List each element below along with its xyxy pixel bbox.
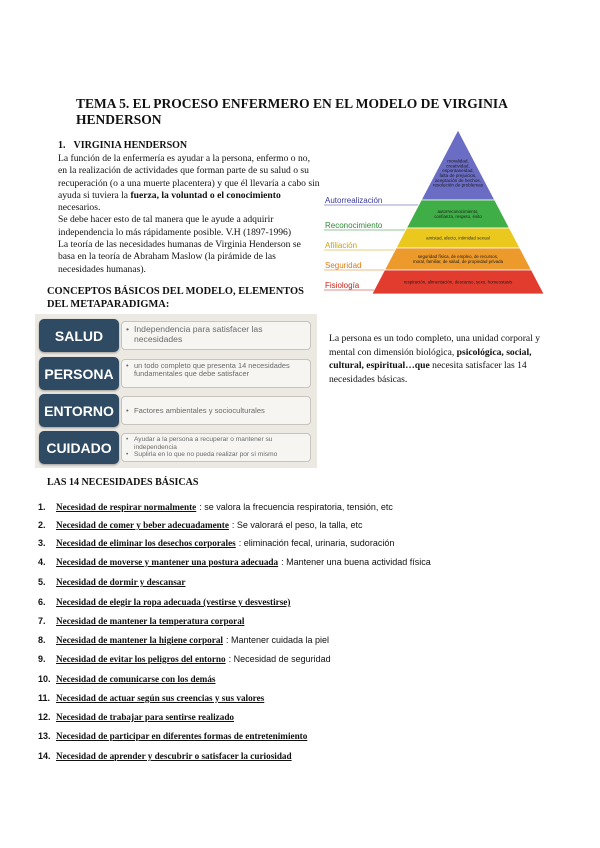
need-number: 10. bbox=[38, 674, 51, 684]
concept-description bbox=[121, 321, 311, 350]
pyramid-level-text: resolución de problemas bbox=[432, 182, 484, 188]
pyramid-level-label: Seguridad bbox=[325, 261, 362, 270]
need-item bbox=[38, 616, 244, 626]
need-number: 4. bbox=[38, 557, 46, 567]
need-description: : Necesidad de seguridad bbox=[228, 654, 331, 664]
need-title: Necesidad de aprender y descubrir o satisfacer la curiosidad bbox=[56, 751, 292, 761]
pyramid-level-label: Reconocimiento bbox=[325, 221, 383, 230]
need-item bbox=[38, 502, 393, 512]
concept-row-salud bbox=[39, 319, 313, 352]
need-description: : se valora la frecuencia respiratoria, tensión, etc bbox=[199, 502, 393, 512]
persona-text-end: necesita satisfacer las 14 necesidades básicas. bbox=[329, 360, 527, 385]
section-title: VIRGINIA HENDERSON bbox=[73, 140, 188, 151]
need-title: Necesidad de mantener la higiene corporal bbox=[56, 635, 223, 645]
pyramid-level-label: Afiliación bbox=[325, 241, 358, 250]
pyramid-level-text: creatividad, bbox=[446, 163, 470, 169]
pyramid-level-text: seguridad física, de empleo, de recursos, bbox=[417, 254, 499, 260]
need-item bbox=[38, 751, 292, 761]
need-number: 1. bbox=[38, 502, 46, 512]
need-number: 8. bbox=[38, 635, 46, 645]
need-title: Necesidad de comer y beber adecuadamente bbox=[56, 520, 229, 530]
need-title: Necesidad de moverse y mantener una postura adecuada bbox=[56, 557, 279, 567]
concept-bullet-text: un todo completo que presenta 14 necesidades fundamentales que debe satisfacer bbox=[134, 361, 290, 379]
concept-bullet: • Suplirla en lo que no pueda realizar por sí mismo bbox=[126, 451, 278, 459]
need-item bbox=[38, 731, 307, 741]
need-item bbox=[38, 538, 394, 548]
need-item bbox=[38, 635, 329, 645]
pyramid-level-text: respiración, alimentación, descanso, sexo, homeostasis bbox=[403, 279, 513, 285]
intro-p1-bold: fuerza, la voluntad o el conocimiento bbox=[130, 189, 281, 201]
section-number: 1. bbox=[58, 140, 66, 151]
need-number: 9. bbox=[38, 654, 46, 664]
maslow-pyramid bbox=[322, 128, 544, 296]
concept-term: SALUD bbox=[39, 319, 119, 352]
needs-heading: LAS 14 NECESIDADES BÁSICAS bbox=[47, 477, 199, 488]
section-heading-virginia-henderson bbox=[58, 140, 187, 151]
intro-text bbox=[58, 153, 320, 276]
page-title: TEMA 5. EL PROCESO ENFERMERO EN EL MODELO DE VIRGINIA HENDERSON bbox=[76, 96, 508, 127]
pyramid-level bbox=[324, 228, 520, 250]
persona-description bbox=[329, 332, 554, 386]
need-title: Necesidad de eliminar los desechos corporales bbox=[56, 538, 236, 548]
intro-paragraph-1 bbox=[58, 153, 320, 214]
need-item bbox=[38, 597, 290, 607]
need-number: 3. bbox=[38, 538, 46, 548]
pyramid-level-label: Fisiología bbox=[325, 281, 360, 290]
pyramid-level-text: amistad, afecto, intimidad sexual bbox=[426, 235, 490, 241]
need-title: Necesidad de trabajar para sentirse realizado bbox=[56, 712, 235, 722]
need-title: Necesidad de dormir y descansar bbox=[56, 577, 186, 587]
maslow-pyramid-graphic bbox=[322, 128, 544, 296]
pyramid-level-text: confianza, respeto, éxito bbox=[434, 213, 482, 219]
concept-row-persona bbox=[39, 357, 313, 390]
need-title: Necesidad de elegir la ropa adecuada (vestirse y desvestirse) bbox=[56, 597, 291, 607]
pyramid-level-label: Autorrealización bbox=[325, 196, 383, 205]
need-item bbox=[38, 577, 185, 587]
intro-p1-end: necesarios. bbox=[58, 202, 101, 214]
concept-bullet-text: Suplirla en lo que no pueda realizar por sí mismo bbox=[134, 451, 278, 459]
concept-bullet: • un todo completo que presenta 14 necesidades fundamentales que debe satisfacer bbox=[126, 362, 306, 379]
concept-row-entorno bbox=[39, 394, 313, 427]
need-number: 2. bbox=[38, 520, 46, 530]
need-number: 6. bbox=[38, 597, 46, 607]
need-title: Necesidad de comunicarse con los demás bbox=[56, 674, 216, 684]
concept-term: PERSONA bbox=[39, 357, 119, 390]
concept-bullet-text: Independencia para satisfacer las necesidades bbox=[134, 324, 263, 344]
pyramid-level-text: moralidad, bbox=[447, 158, 469, 164]
need-number: 11. bbox=[38, 693, 51, 703]
need-description: : eliminación fecal, urinaria, sudoración bbox=[238, 538, 395, 548]
need-number: 13. bbox=[38, 731, 51, 741]
persona-text-start: La persona es un todo completo, una unidad corporal y mental con dimensión biológica, bbox=[329, 333, 541, 358]
need-item bbox=[38, 693, 264, 703]
need-title: Necesidad de respirar normalmente bbox=[56, 502, 197, 512]
concept-bullet-text: Factores ambientales y socioculturales bbox=[134, 405, 265, 415]
concept-bullet: • Factores ambientales y socioculturales bbox=[126, 405, 265, 415]
need-item bbox=[38, 712, 234, 722]
need-number: 5. bbox=[38, 577, 46, 587]
need-description: : Mantener una buena actividad física bbox=[281, 557, 431, 567]
pyramid-level bbox=[324, 270, 544, 294]
concept-row-cuidado bbox=[39, 431, 313, 464]
concept-term: ENTORNO bbox=[39, 394, 119, 427]
concept-bullet: • Independencia para satisfacer las necesidades bbox=[126, 324, 306, 344]
need-number: 14. bbox=[38, 751, 51, 761]
need-description: : Se valorará el peso, la talla, etc bbox=[231, 520, 363, 530]
need-number: 12. bbox=[38, 712, 51, 722]
need-number: 7. bbox=[38, 616, 46, 626]
need-item bbox=[38, 557, 431, 567]
intro-p1-text: La función de la enfermería es ayudar a la persona, enfermo o no, en la realización de actividades que forman parte de su salud o su recuperación (o a una muerte placentera) y que él llevaría a cabo sin ayuda si tuviera la bbox=[58, 153, 320, 201]
pyramid-level bbox=[324, 130, 495, 205]
need-title: Necesidad de participar en diferentes formas de entretenimiento bbox=[56, 731, 308, 741]
need-title: Necesidad de mantener la temperatura corporal bbox=[56, 616, 245, 626]
intro-paragraph-3: La teoría de las necesidades humanas de Virginia Henderson se basa en la teoría de Abraham Maslow (la pirámide de las necesidades humanas). bbox=[58, 239, 301, 275]
pyramid-level-text: autorreconocimiento, bbox=[437, 209, 479, 215]
pyramid-level-text: espontaneidad, bbox=[442, 168, 474, 174]
metaparadigm-graphic bbox=[35, 314, 317, 468]
need-item bbox=[38, 674, 216, 684]
concept-description bbox=[121, 396, 311, 425]
pyramid-level-text: aceptación de hechos, bbox=[435, 177, 481, 183]
need-item bbox=[38, 520, 363, 530]
concept-bullet: • Ayudar a la persona a recuperar o mantener su independencia bbox=[126, 436, 306, 451]
concepts-heading: CONCEPTOS BÁSICOS DEL MODELO, ELEMENTOS DEL METAPARADIGMA: bbox=[47, 286, 304, 310]
concept-description bbox=[121, 433, 311, 462]
concept-term: CUIDADO bbox=[39, 431, 119, 464]
need-item bbox=[38, 654, 331, 664]
need-description: : Mantener cuidada la piel bbox=[225, 635, 330, 645]
persona-text-bold: psicológica, social, cultural, espiritual…que bbox=[329, 346, 532, 371]
need-title: Necesidad de actuar según sus creencias y sus valores bbox=[56, 693, 265, 703]
pyramid-level-text: falta de prejuicios, bbox=[439, 173, 477, 179]
concept-description bbox=[121, 359, 311, 388]
pyramid-level-text: moral, familiar, de salud, de propiedad privada bbox=[412, 258, 504, 264]
pyramid-level bbox=[324, 248, 531, 270]
intro-paragraph-2: Se debe hacer esto de tal manera que le ayude a adquirir independencia lo más rápidamente posible. V.H (1897-1996) bbox=[58, 214, 292, 238]
need-title: Necesidad de evitar los peligros del entorno bbox=[56, 654, 226, 664]
concept-bullet-text: Ayudar a la persona a recuperar o mantener su independencia bbox=[134, 436, 273, 451]
